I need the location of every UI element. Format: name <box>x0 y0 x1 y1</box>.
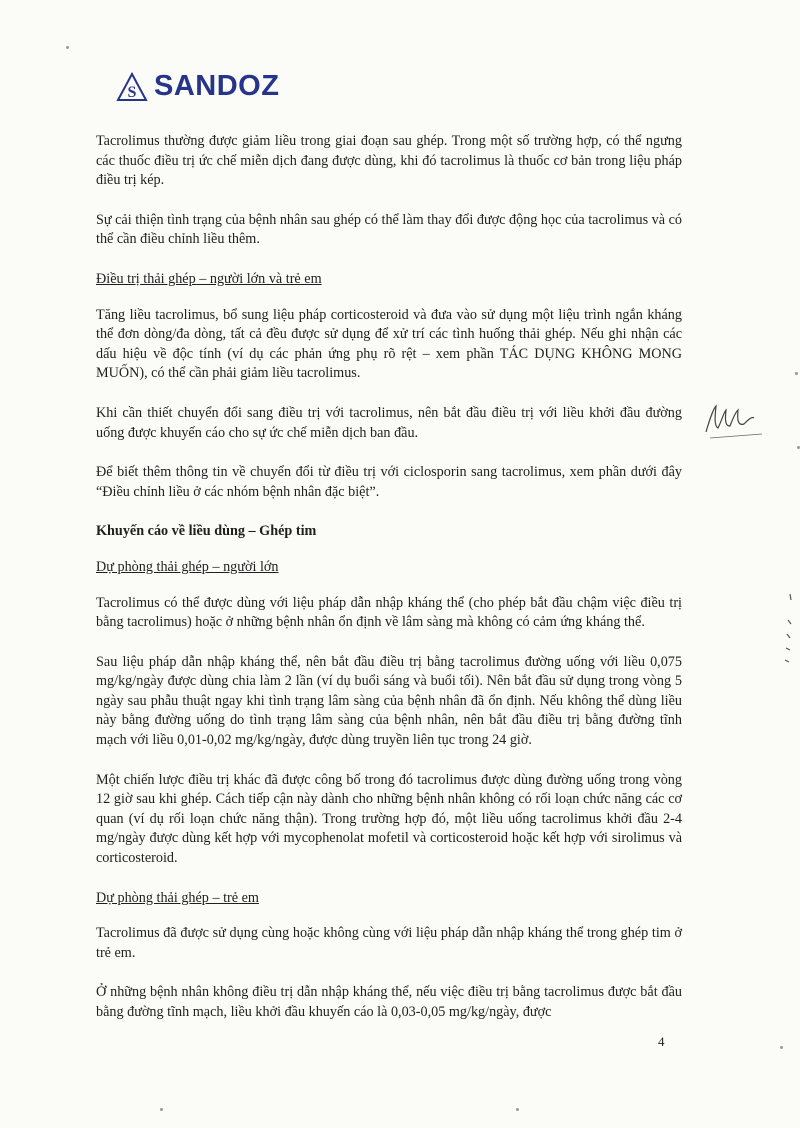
paragraph: Để biết thêm thông tin về chuyển đổi từ điều trị với ciclosporin sang tacrolimus, xem phần dưới đây “Điều chỉnh liều ở các nhóm bệnh nhân đặc biệt”. <box>96 464 682 500</box>
margin-marks-icon <box>782 590 796 670</box>
scan-speck <box>780 1046 783 1049</box>
section-heading: Khuyến cáo về liều dùng – Ghép tim <box>96 523 317 540</box>
scan-speck <box>516 1108 519 1111</box>
paragraph: Tacrolimus đã được sử dụng cùng hoặc không cùng với liệu pháp dẫn nhập kháng thể trong ghép tim ở trẻ em. <box>96 925 682 961</box>
paragraph: Khi cần thiết chuyển đổi sang điều trị với tacrolimus, nên bắt đầu điều trị với liều khởi đầu đường uống được khuyến cáo cho sự ức chế miễn dịch ban đầu. <box>96 404 682 441</box>
brand-name: SANDOZ <box>154 70 280 102</box>
paragraph: Sự cải thiện tình trạng của bệnh nhân sau ghép có thể làm thay đổi được động học của tacrolimus và có thể cần điều chỉnh liều thêm. <box>96 211 682 248</box>
paragraph: Tacrolimus thường được giảm liều trong giai đoạn sau ghép. Trong một số trường hợp, có thể ngưng các thuốc điều trị ức chế miễn dịch đang được dùng, khi đó tacrolimus là thuốc cơ bản trong liệu pháp điều trị kép. <box>96 133 682 189</box>
paragraph: Tăng liều tacrolimus, bổ sung liệu pháp corticosteroid và đưa vào sử dụng một liệu trình ngắn kháng thể đơn dòng/đa dòng, tất cả đều được sử dụng để xử trí các tình huống thải ghép. Nếu ghi nhận các dấu hiệu về độc tính (ví dụ các phản ứng phụ rõ rệt – xem phần TÁC DỤNG KHÔNG MONG MUỐN), có thể cần phải giảm liều tacrolimus. <box>96 306 682 382</box>
paragraph: Tacrolimus có thể được dùng với liệu pháp dẫn nhập kháng thể (cho phép bắt đầu chậm việc điều trị bằng tacrolimus) hoặc ở những bệnh nhân ổn định về lâm sàng mà không có cảm ứng kháng thể. <box>96 594 682 631</box>
document-body <box>96 132 682 1043</box>
handwritten-signature-icon <box>700 398 770 442</box>
page-number: 4 <box>658 1034 665 1049</box>
section-subheading: Dự phòng thải ghép – trẻ em <box>96 889 259 906</box>
paragraph: Sau liệu pháp dẫn nhập kháng thể, nên bắt đầu điều trị bằng tacrolimus đường uống với liều 0,075 mg/kg/ngày được dùng chia làm 2 lần (ví dụ buổi sáng và buổi tối). Nên bắt đầu sử dụng trong vòng 5 ngày sau phẫu thuật ngay khi tình trạng lâm sàng của bệnh nhân đã ổn định. Nếu không thể dùng liều này bằng đường uống do tình trạng lâm sàng của bệnh nhân, nên bắt đầu điều trị bằng đường tĩnh mạch với liều 0,01-0,02 mg/kg/ngày, được dùng truyền liên tục trong 24 giờ. <box>96 653 682 749</box>
scan-speck <box>795 372 798 375</box>
scan-speck <box>66 46 69 49</box>
svg-text:S: S <box>127 83 137 101</box>
section-subheading: Dự phòng thải ghép – người lớn <box>96 558 279 575</box>
section-subheading: Điều trị thải ghép – người lớn và trẻ em <box>96 270 322 287</box>
paragraph: Ở những bệnh nhân không điều trị dẫn nhập kháng thể, nếu việc điều trị bằng tacrolimus được bắt đầu bằng đường tĩnh mạch, liều khởi đầu khuyến cáo là 0,03-0,05 mg/kg/ngày, được <box>96 984 682 1020</box>
scan-speck <box>160 1108 163 1111</box>
sandoz-logo <box>116 70 279 103</box>
sandoz-logo-icon <box>116 72 148 102</box>
paragraph: Một chiến lược điều trị khác đã được công bố trong đó tacrolimus được dùng đường uống trong vòng 12 giờ sau khi ghép. Cách tiếp cận này dành cho những bệnh nhân không có rối loạn chức năng các cơ quan (ví dụ rối loạn chức năng thận). Trong trường hợp đó, một liều uống tacrolimus khởi đầu 2-4 mg/ngày được dùng kết hợp với mycophenolat mofetil và corticosteroid hoặc kết hợp với sirolimus và corticosteroid. <box>96 771 682 867</box>
